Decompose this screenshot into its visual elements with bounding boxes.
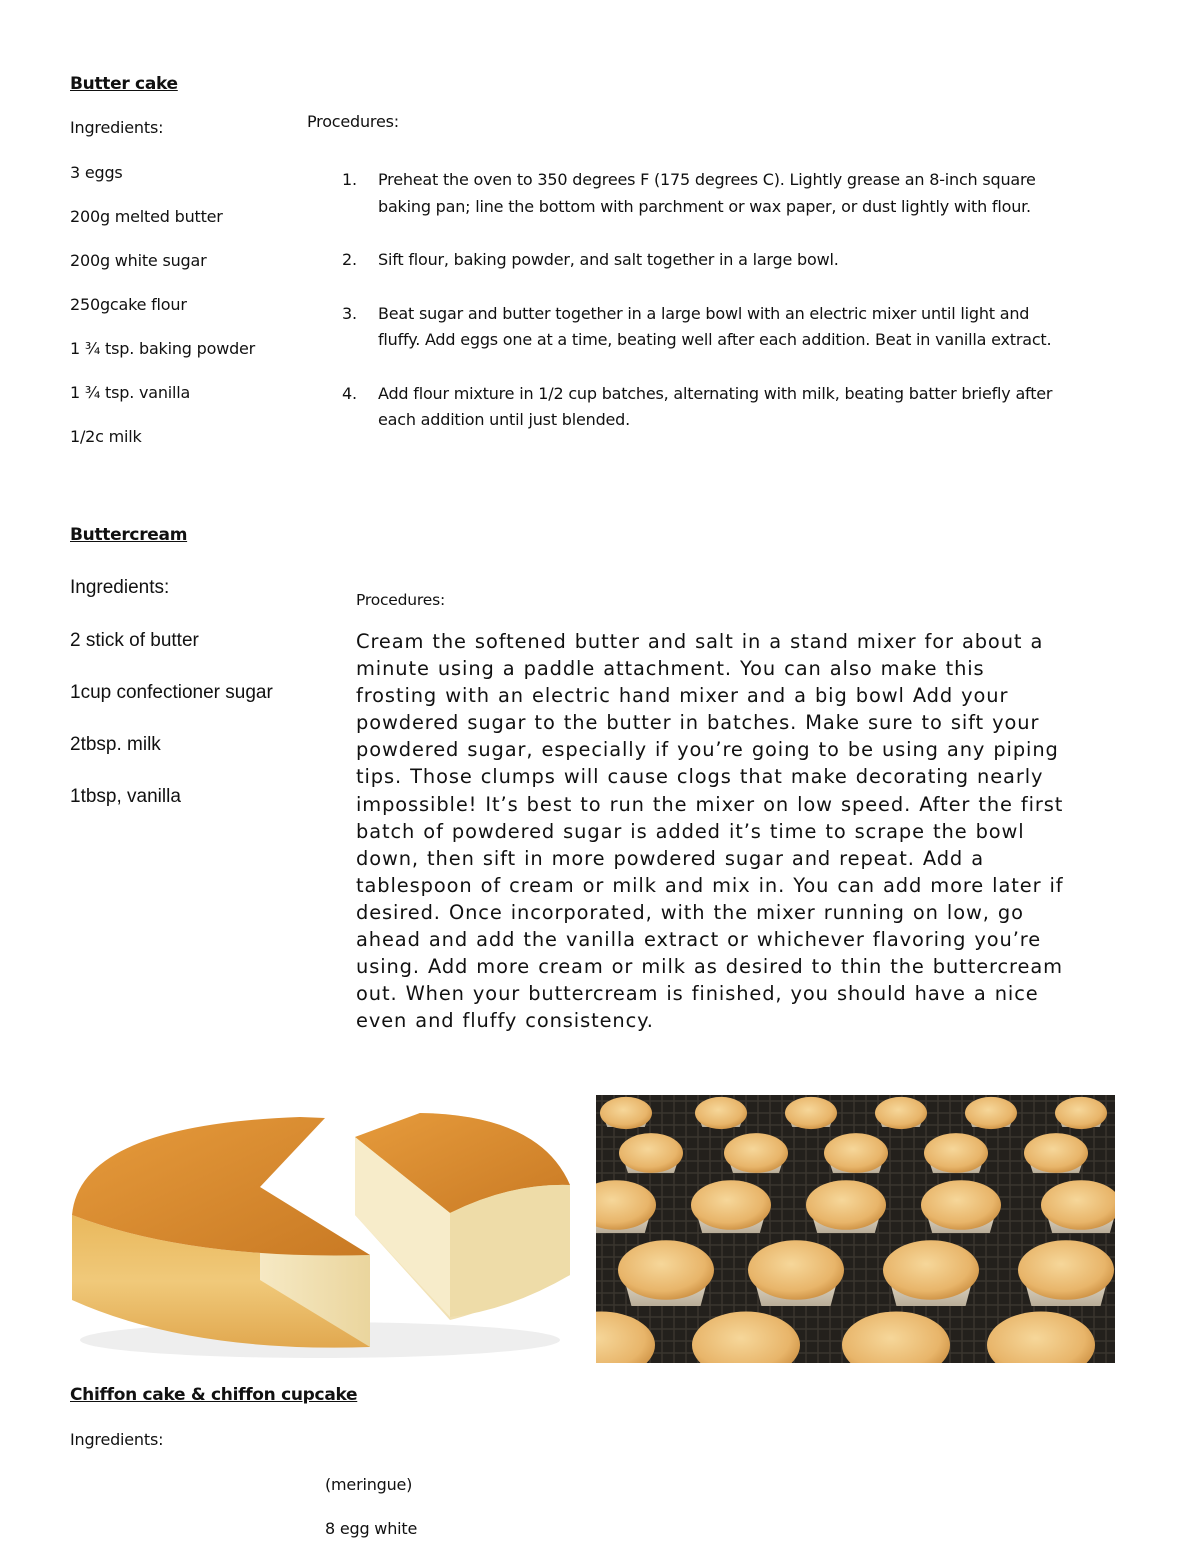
list-item: 250gcake flour	[70, 295, 187, 314]
step-text: Add flour mixture in 1/2 cup batches, alternating with milk, beating batter briefly after each addition until just blended.	[378, 383, 1053, 429]
butter-cake-ingredients-list	[70, 162, 255, 470]
buttercream-ingredients-list	[70, 629, 273, 837]
step-number: 2.	[342, 250, 357, 269]
procedure-step	[340, 301, 1060, 354]
list-item: 2tbsp. milk	[70, 734, 161, 755]
cupcake	[875, 1097, 927, 1129]
step-number: 3.	[342, 303, 357, 323]
sponge-cake-illustration	[70, 1095, 582, 1363]
list-item: 3 eggs	[70, 163, 123, 182]
cupcake	[883, 1240, 979, 1306]
cupcake	[806, 1180, 886, 1233]
cupcake	[1041, 1180, 1115, 1233]
meringue-item: 8 egg white	[325, 1519, 418, 1538]
cupcake	[724, 1133, 788, 1173]
butter-cake-ingredients-label: Ingredients:	[70, 118, 164, 137]
sponge-cake-photo	[70, 1095, 582, 1363]
step-number: 1.	[342, 170, 357, 189]
list-item: 1 ¾ tsp. vanilla	[70, 383, 191, 402]
procedure-step	[340, 381, 1060, 434]
list-item: 200g melted butter	[70, 207, 223, 226]
chiffon-title: Chiffon cake & chiffon cupcake	[70, 1385, 358, 1405]
list-item: 2 stick of butter	[70, 630, 199, 651]
list-item: 1 ¾ tsp. baking powder	[70, 339, 256, 358]
butter-cake-steps	[340, 167, 1060, 461]
cupcake	[965, 1097, 1017, 1129]
cupcakes-photo	[596, 1095, 1115, 1363]
cupcake	[618, 1240, 714, 1306]
cupcakes-illustration	[596, 1095, 1115, 1363]
cupcake	[748, 1240, 844, 1306]
butter-cake-procedures-label: Procedures:	[307, 112, 399, 131]
list-item: 1tbsp, vanilla	[70, 786, 181, 807]
list-item: 1cup confectioner sugar	[70, 682, 273, 703]
list-item: 200g white sugar	[70, 251, 207, 270]
buttercream-ingredients-label: Ingredients:	[70, 577, 170, 598]
step-text: Beat sugar and butter together in a large bowl with an electric mixer until light and fluffy. Add eggs one at a time, beating well after each addition. Beat in vanilla extract.	[378, 303, 1052, 349]
cupcake	[695, 1097, 747, 1129]
cupcake	[785, 1097, 837, 1129]
list-item: 1/2c milk	[70, 427, 142, 446]
buttercream-procedure-text: Cream the softened butter and salt in a stand mixer for about a minute using a paddle attachment. You can also make this frosting with an electric hand mixer and a big bowl Add your powdered sugar to the butter in batches. Make sure to sift your powdered sugar, especially if you’re going to be using any piping tips. Those clumps will cause clogs that make decorating nearly impossible! It’s best to run the mixer on low speed. After the first batch of powdered sugar is added it’s time to scrape the bowl down, then sift in more powdered sugar and repeat. Add a tablespoon of cream or milk and mix in. You can add more later if desired. Once incorporated, with the mixer running on low, go ahead and add the vanilla extract or whichever flavoring you’re using. Add more cream or milk as desired to thin the buttercream out. When your buttercream is finished, you should have a nice even and fluffy consistency.	[356, 630, 1064, 1033]
cupcake	[619, 1133, 683, 1173]
step-text: Preheat the oven to 350 degrees F (175 degrees C). Lightly grease an 8-inch square baking pan; line the bottom with parchment or wax paper, or dust lightly with flour.	[378, 170, 1036, 216]
chiffon-ingredients-label: Ingredients:	[70, 1430, 164, 1449]
butter-cake-title: Butter cake	[70, 74, 178, 94]
cupcake	[824, 1133, 888, 1173]
procedure-step	[340, 167, 1060, 220]
cupcake	[1024, 1133, 1088, 1173]
cupcake	[921, 1180, 1001, 1233]
step-number: 4.	[342, 383, 357, 403]
step-text: Sift flour, baking powder, and salt together in a large bowl.	[378, 250, 839, 269]
cupcake	[1018, 1240, 1114, 1306]
cupcake	[600, 1097, 652, 1129]
cupcake	[1055, 1097, 1107, 1129]
buttercream-title: Buttercream	[70, 525, 188, 545]
procedure-step	[340, 247, 1060, 274]
cupcake	[924, 1133, 988, 1173]
cupcake	[691, 1180, 771, 1233]
buttercream-procedures-label: Procedures:	[356, 591, 445, 609]
meringue-label: (meringue)	[325, 1475, 413, 1494]
